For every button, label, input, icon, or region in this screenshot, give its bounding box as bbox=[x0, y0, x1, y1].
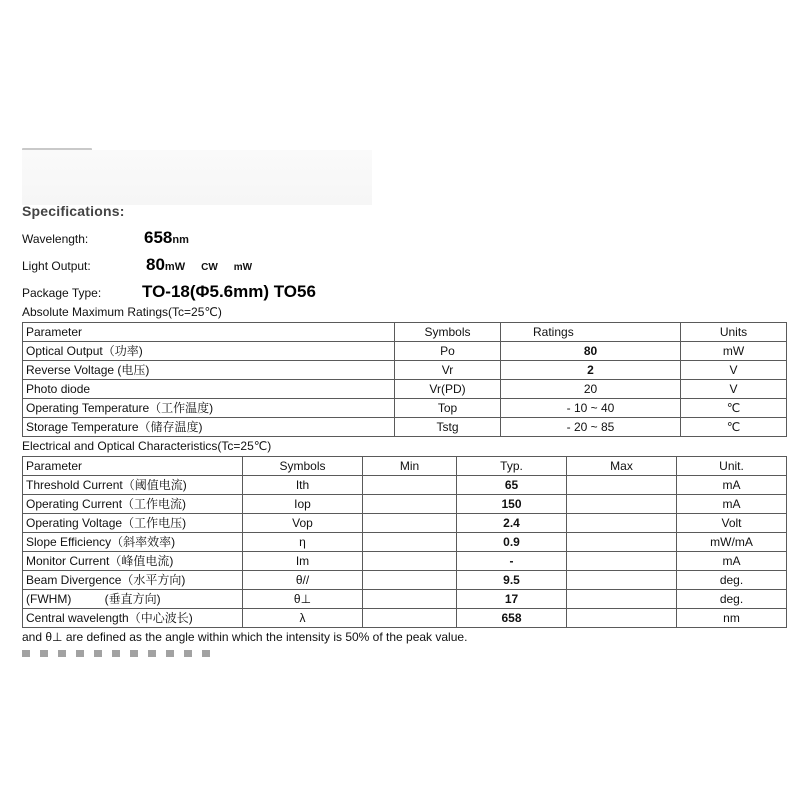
cell-parameter: Monitor Current（峰值电流) bbox=[23, 552, 243, 571]
cell-unit: deg. bbox=[677, 590, 787, 609]
table-row bbox=[23, 380, 787, 399]
header-symbols: Symbols bbox=[243, 457, 363, 476]
header-symbols: Symbols bbox=[395, 323, 501, 342]
table-row bbox=[23, 571, 787, 590]
cell-rating: 20 bbox=[501, 380, 681, 399]
cell-symbol: Im bbox=[243, 552, 363, 571]
light-output-extra: mW bbox=[233, 262, 253, 273]
table-row bbox=[23, 476, 787, 495]
table-row bbox=[23, 342, 787, 361]
cell-parameter: Operating Voltage（工作电压) bbox=[23, 514, 243, 533]
cell-unit: Volt bbox=[677, 514, 787, 533]
footnote: and θ⊥ are defined as the angle within which the intensity is 50% of the peak value. bbox=[22, 630, 468, 644]
table-header-row bbox=[23, 323, 787, 342]
table-row bbox=[23, 533, 787, 552]
cell-typ: 17 bbox=[457, 590, 567, 609]
cell-max bbox=[567, 552, 677, 571]
light-output-unit: mW bbox=[164, 261, 186, 273]
cell-unit: mA bbox=[677, 476, 787, 495]
cell-unit: V bbox=[681, 380, 787, 399]
cropped-text-fragment bbox=[22, 650, 212, 657]
cell-symbol: Vr(PD) bbox=[395, 380, 501, 399]
cell-symbol: Top bbox=[395, 399, 501, 418]
cell-typ: 65 bbox=[457, 476, 567, 495]
cell-max bbox=[567, 590, 677, 609]
cell-rating: - 10 ~ 40 bbox=[501, 399, 681, 418]
header-typ: Typ. bbox=[457, 457, 567, 476]
cell-symbol: θ⊥ bbox=[243, 590, 363, 609]
cell-min bbox=[363, 590, 457, 609]
cell-max bbox=[567, 495, 677, 514]
package-line bbox=[22, 282, 316, 302]
cell-symbol: Iop bbox=[243, 495, 363, 514]
header-parameter: Parameter bbox=[23, 457, 243, 476]
package-label: Package Type: bbox=[22, 286, 102, 300]
cell-parameter: Optical Output（功率) bbox=[23, 342, 395, 361]
cell-symbol: Vop bbox=[243, 514, 363, 533]
table-row bbox=[23, 609, 787, 628]
cell-parameter: Operating Current（工作电流) bbox=[23, 495, 243, 514]
table-row bbox=[23, 399, 787, 418]
cell-min bbox=[363, 609, 457, 628]
light-output-line bbox=[22, 255, 252, 275]
cell-typ: 658 bbox=[457, 609, 567, 628]
cell-parameter: Operating Temperature（工作温度) bbox=[23, 399, 395, 418]
header-ratings: Ratings bbox=[501, 323, 681, 342]
light-output-value: 80 bbox=[146, 255, 165, 274]
cell-max bbox=[567, 476, 677, 495]
cell-rating: 80 bbox=[501, 342, 681, 361]
cell-typ: 9.5 bbox=[457, 571, 567, 590]
absolute-max-table bbox=[22, 322, 787, 437]
table-row bbox=[23, 418, 787, 437]
cell-parameter: Storage Temperature（储存温度) bbox=[23, 418, 395, 437]
cell-unit: mW/mA bbox=[677, 533, 787, 552]
faded-region bbox=[22, 150, 372, 205]
cell-min bbox=[363, 533, 457, 552]
cell-symbol: Vr bbox=[395, 361, 501, 380]
wavelength-value: 658 bbox=[144, 228, 173, 247]
cell-unit: ℃ bbox=[681, 399, 787, 418]
electrical-title: Electrical and Optical Characteristics(Tc=25℃) bbox=[22, 439, 272, 453]
cell-parameter: Reverse Voltage (电压) bbox=[23, 361, 395, 380]
cell-parameter: Central wavelength（中心波长) bbox=[23, 609, 243, 628]
wavelength-label: Wavelength: bbox=[22, 232, 89, 246]
cell-unit: ℃ bbox=[681, 418, 787, 437]
cell-symbol: Ith bbox=[243, 476, 363, 495]
cell-min bbox=[363, 571, 457, 590]
header-max: Max bbox=[567, 457, 677, 476]
cell-unit: V bbox=[681, 361, 787, 380]
cell-rating: 2 bbox=[501, 361, 681, 380]
cell-symbol: Po bbox=[395, 342, 501, 361]
cell-parameter: Photo diode bbox=[23, 380, 395, 399]
cell-parameter: Beam Divergence（水平方向) bbox=[23, 571, 243, 590]
header-parameter: Parameter bbox=[23, 323, 395, 342]
cell-rating: - 20 ~ 85 bbox=[501, 418, 681, 437]
cell-typ: 150 bbox=[457, 495, 567, 514]
wavelength-unit: nm bbox=[172, 234, 189, 246]
light-output-mode: CW bbox=[201, 262, 218, 273]
cell-typ: 2.4 bbox=[457, 514, 567, 533]
cell-max bbox=[567, 533, 677, 552]
cell-max bbox=[567, 571, 677, 590]
cell-unit: mA bbox=[677, 552, 787, 571]
table-row bbox=[23, 552, 787, 571]
electrical-table bbox=[22, 456, 787, 628]
cell-max bbox=[567, 609, 677, 628]
header-unit: Unit. bbox=[677, 457, 787, 476]
table-row bbox=[23, 590, 787, 609]
light-output-label: Light Output: bbox=[22, 259, 91, 273]
cell-parameter: (FWHM) (垂直方向) bbox=[23, 590, 243, 609]
cell-min bbox=[363, 514, 457, 533]
cell-typ: - bbox=[457, 552, 567, 571]
cell-min bbox=[363, 552, 457, 571]
header-units: Units bbox=[681, 323, 787, 342]
cell-unit: nm bbox=[677, 609, 787, 628]
table-row bbox=[23, 361, 787, 380]
cell-max bbox=[567, 514, 677, 533]
cell-symbol: η bbox=[243, 533, 363, 552]
cell-typ: 0.9 bbox=[457, 533, 567, 552]
absolute-max-title: Absolute Maximum Ratings(Tc=25℃) bbox=[22, 305, 222, 319]
cell-unit: mA bbox=[677, 495, 787, 514]
table-row bbox=[23, 514, 787, 533]
package-value: TO-18(Φ5.6mm) TO56 bbox=[142, 282, 316, 301]
cell-min bbox=[363, 476, 457, 495]
cell-parameter: Slope Efficiency（斜率效率) bbox=[23, 533, 243, 552]
cell-symbol: Tstg bbox=[395, 418, 501, 437]
cell-symbol: λ bbox=[243, 609, 363, 628]
cell-unit: mW bbox=[681, 342, 787, 361]
specifications-title: Specifications: bbox=[22, 203, 125, 219]
cell-symbol: θ// bbox=[243, 571, 363, 590]
table-header-row bbox=[23, 457, 787, 476]
cell-parameter: Threshold Current（阈值电流) bbox=[23, 476, 243, 495]
table-row bbox=[23, 495, 787, 514]
wavelength-line bbox=[22, 228, 189, 248]
cell-unit: deg. bbox=[677, 571, 787, 590]
cell-min bbox=[363, 495, 457, 514]
header-min: Min bbox=[363, 457, 457, 476]
